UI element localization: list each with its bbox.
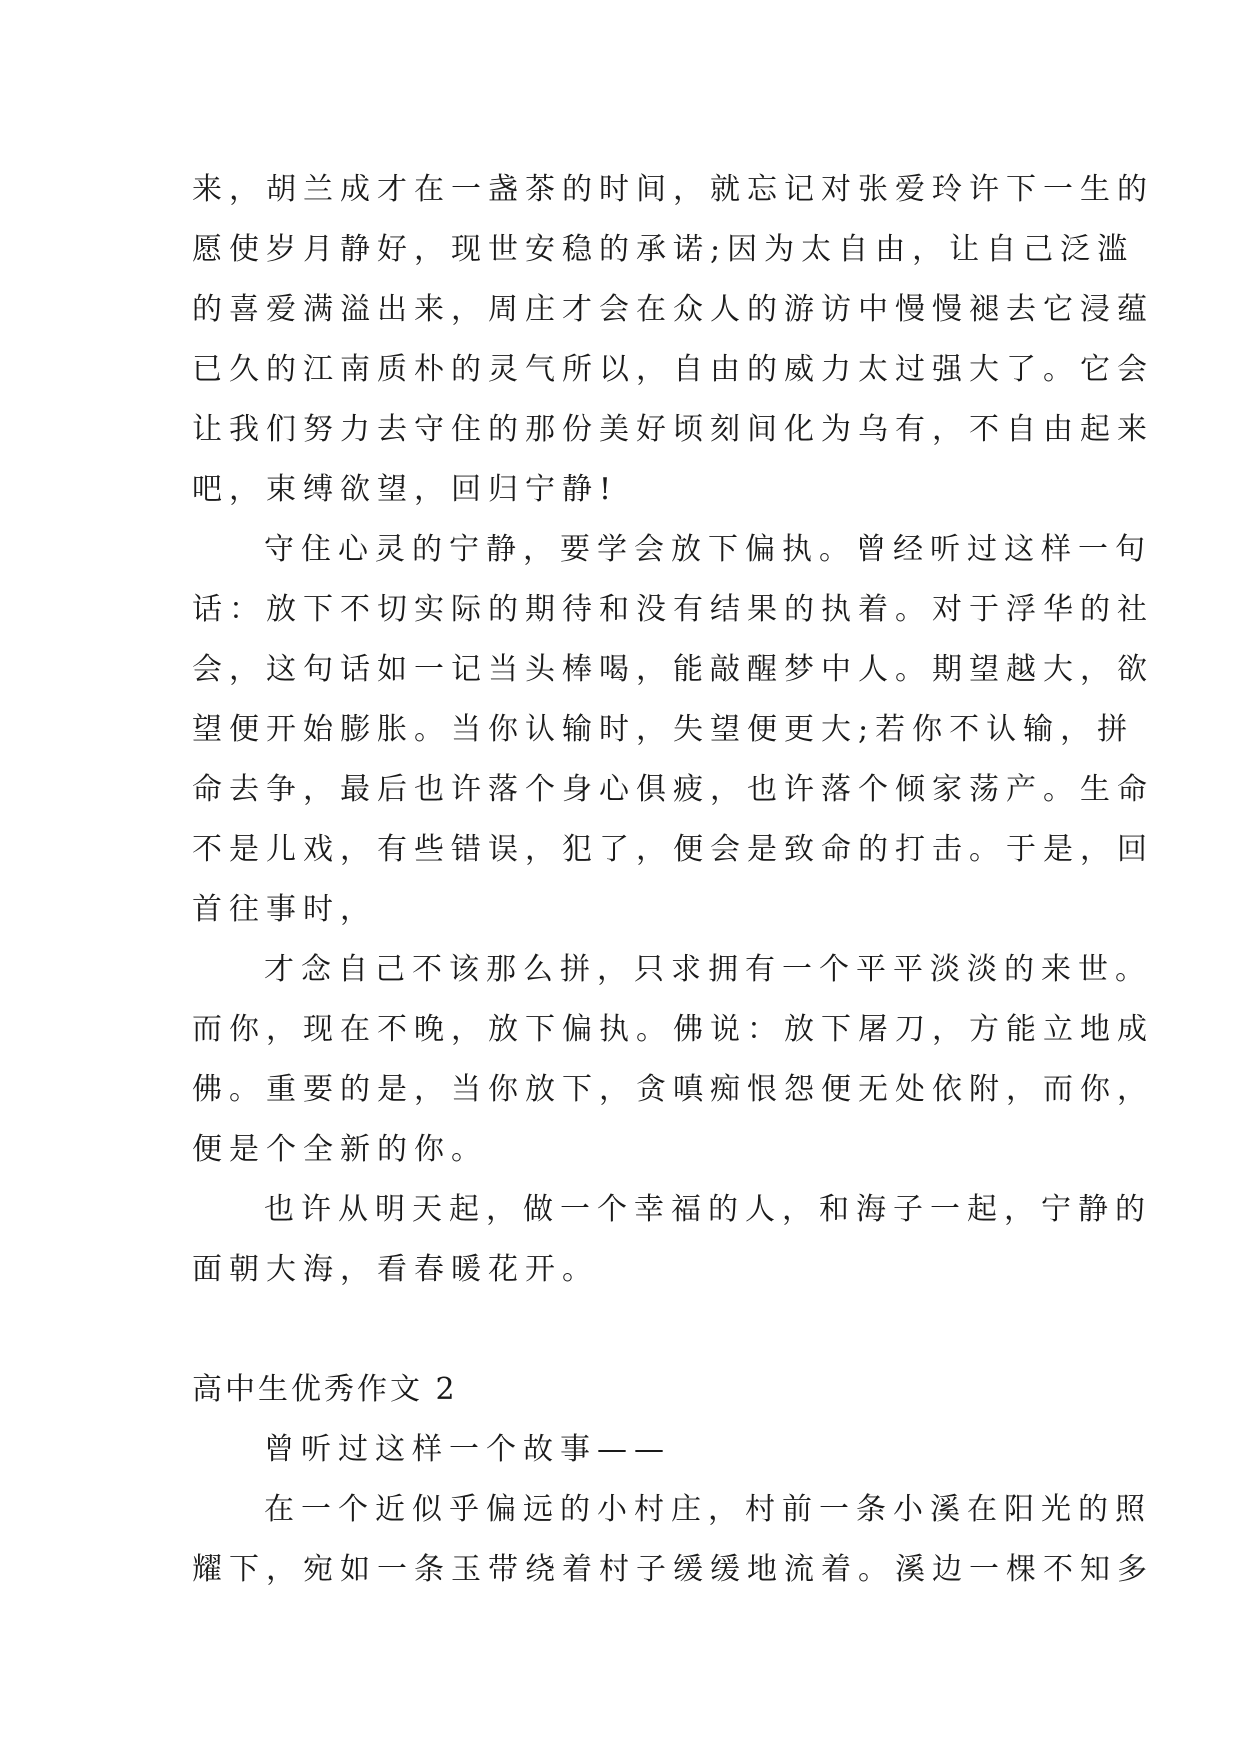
text-line: 面朝大海，看春暖花开。	[192, 1252, 599, 1287]
text-line: 曾听过这样一个故事——	[264, 1432, 671, 1467]
text-line: 也许从明天起，做一个幸福的人，和海子一起，宁静的	[264, 1192, 1152, 1227]
text-line: 会，这句话如一记当头棒喝，能敲醒梦中人。期望越大，欲	[192, 652, 1154, 687]
text-line: 的喜爱满溢出来，周庄才会在众人的游访中慢慢褪去它浸蕴	[192, 292, 1154, 327]
paragraph	[192, 520, 1154, 940]
text-line: 来，胡兰成才在一盏茶的时间，就忘记对张爱玲许下一生的	[192, 172, 1154, 207]
document-page	[192, 160, 1154, 1600]
text-line: 命去争，最后也许落个身心俱疲，也许落个倾家荡产。生命	[192, 772, 1154, 807]
text-line: 才念自己不该那么拼，只求拥有一个平平淡淡的来世。	[264, 952, 1152, 987]
text-line: 便是个全新的你。	[192, 1132, 488, 1167]
section-title: 高中生优秀作文 2	[192, 1372, 458, 1407]
paragraph	[192, 1180, 1152, 1300]
paragraph	[192, 1480, 1154, 1600]
text-line: 在一个近似乎偏远的小村庄，村前一条小溪在阳光的照	[264, 1492, 1152, 1527]
paragraph	[192, 940, 1154, 1180]
paragraph	[192, 1420, 1072, 1480]
text-line: 愿使岁月静好，现世安稳的承诺;因为太自由，让自己泛滥	[192, 232, 1135, 267]
text-line: 佛。重要的是，当你放下，贪嗔痴恨怨便无处依附，而你，	[192, 1072, 1154, 1107]
text-line: 耀下，宛如一条玉带绕着村子缓缓地流着。溪边一棵不知多	[192, 1552, 1154, 1587]
text-line: 首往事时，	[192, 892, 377, 927]
text-line: 守住心灵的宁静，要学会放下偏执。曾经听过这样一句	[264, 532, 1152, 567]
text-line: 让我们努力去守住的那份美好顷刻间化为乌有，不自由起来	[192, 412, 1154, 447]
text-line: 话：放下不切实际的期待和没有结果的执着。对于浮华的社	[192, 592, 1154, 627]
text-line: 不是儿戏，有些错误，犯了，便会是致命的打击。于是，回	[192, 832, 1154, 867]
paragraph-gap	[192, 1300, 1072, 1360]
text-line: 而你，现在不晚，放下偏执。佛说：放下屠刀，方能立地成	[192, 1012, 1154, 1047]
text-line: 望便开始膨胀。当你认输时，失望便更大;若你不认输，拼	[192, 712, 1135, 747]
text-line: 吧，束缚欲望，回归宁静!	[192, 472, 619, 507]
paragraph	[192, 160, 1154, 520]
text-line: 已久的江南质朴的灵气所以，自由的威力太过强大了。它会	[192, 352, 1154, 387]
